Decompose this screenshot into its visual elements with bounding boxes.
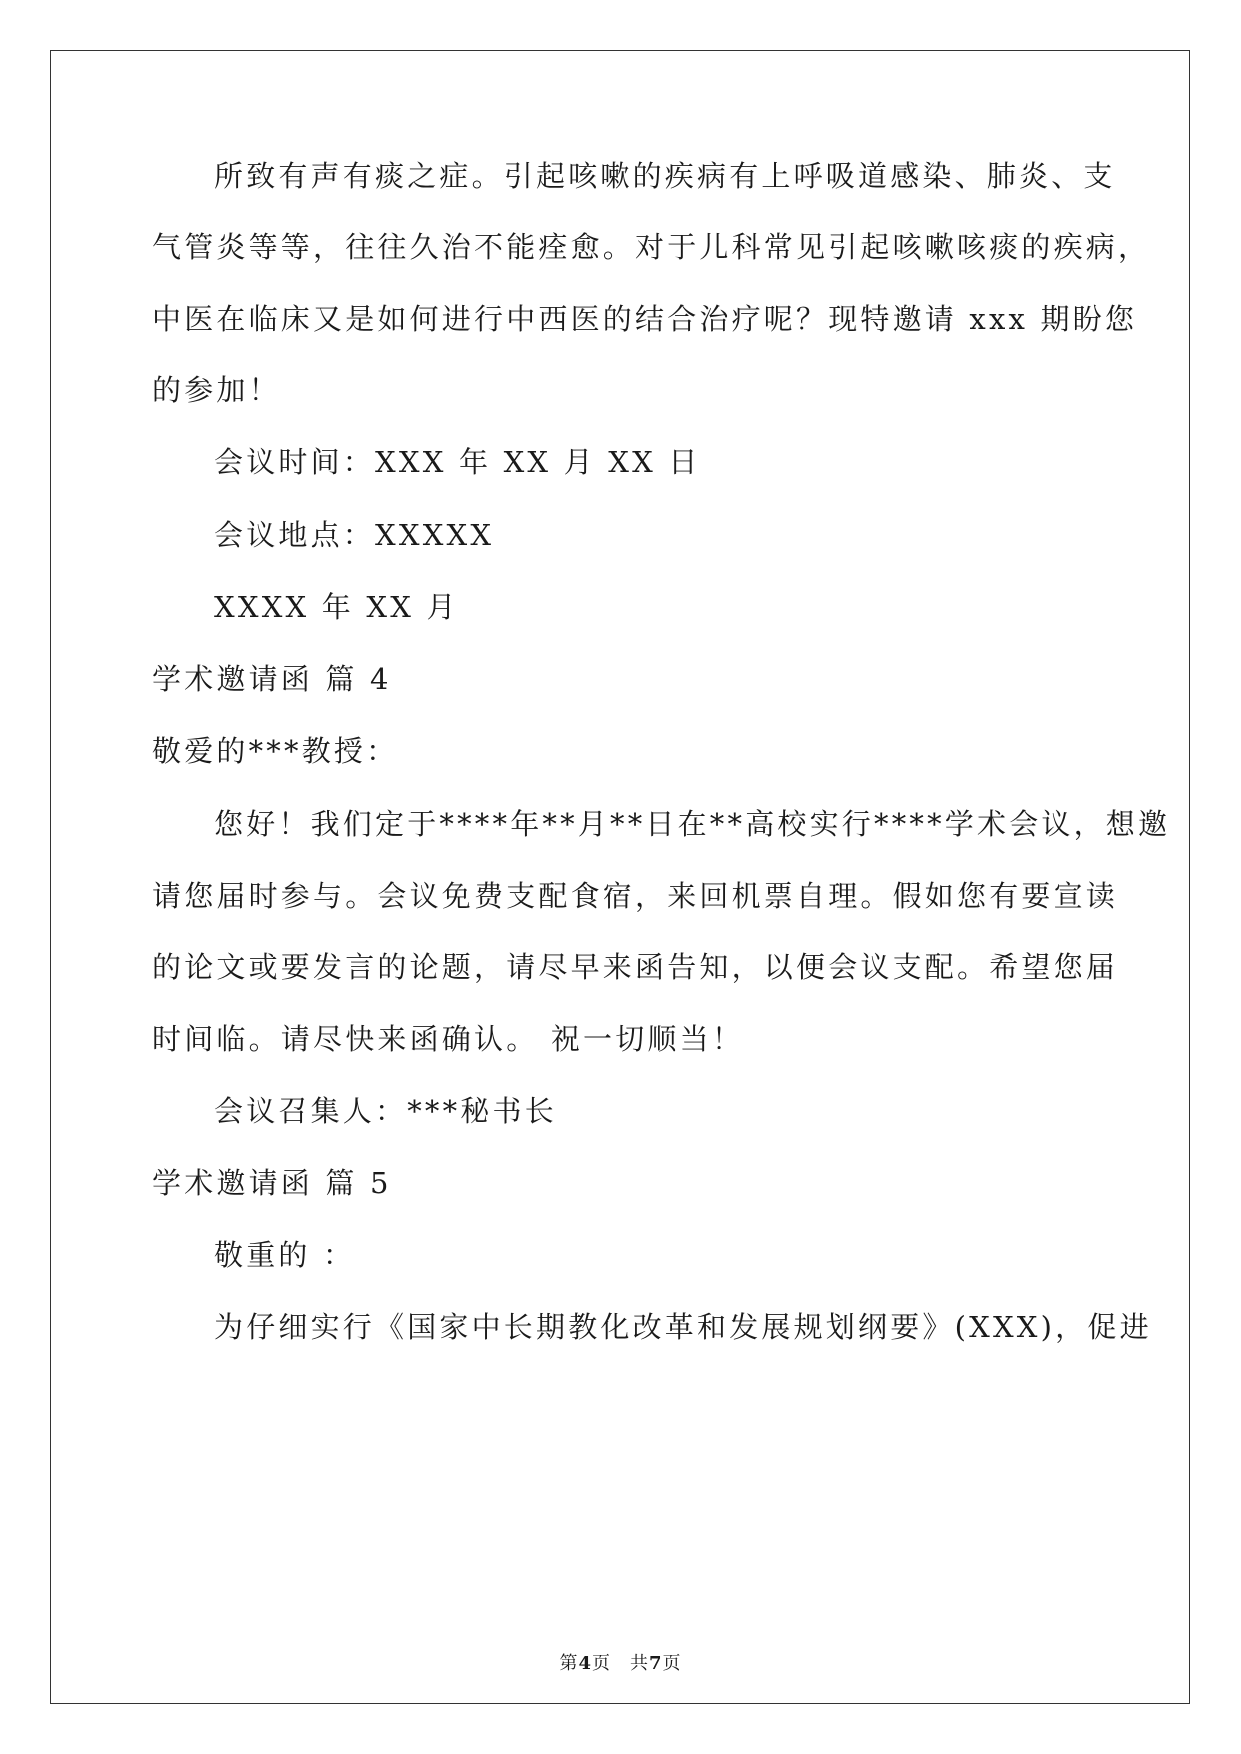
paragraph-line: 请您届时参与。会议免费支配食宿，来回机票自理。假如您有要宣读: [152, 879, 1119, 913]
section-heading: 学术邀请函 篇 5: [152, 1166, 392, 1200]
paragraph-line: 为仔细实行《国家中长期教化改革和发展规划纲要》(XXX)，促进: [214, 1310, 1152, 1344]
page-label-suffix: 页: [662, 1653, 682, 1674]
paragraph-line: 您好！我们定于****年**月**日在**高校实行****学术会议，想邀: [214, 807, 1171, 841]
paragraph-line: 所致有声有痰之症。引起咳嗽的疾病有上呼吸道感染、肺炎、支: [214, 159, 1116, 193]
paragraph-line: 的参加！: [152, 373, 281, 407]
page-label-mid: 页 共: [592, 1653, 649, 1674]
paragraph-line: 的论文或要发言的论题，请尽早来函告知，以便会议支配。希望您届: [152, 950, 1119, 984]
paragraph-line: 中医在临床又是如何进行中西医的结合治疗呢？现特邀请 xxx 期盼您: [152, 302, 1138, 336]
convener-line: 会议召集人：***秘书长: [214, 1094, 557, 1128]
meeting-location-line: 会议地点：XXXXX: [214, 518, 495, 552]
page-label-prefix: 第: [559, 1653, 579, 1674]
meeting-time-line: 会议时间：XXX 年 XX 月 XX 日: [214, 445, 701, 479]
paragraph-line: 时间临。请尽快来函确认。 祝一切顺当！: [152, 1022, 745, 1056]
salutation: 敬重的 ：: [214, 1238, 356, 1272]
page-footer: [0, 1652, 1241, 1676]
current-page-number: 4: [578, 1653, 592, 1674]
section-heading: 学术邀请函 篇 4: [152, 662, 392, 696]
paragraph-line: 气管炎等等，往往久治不能痊愈。对于儿科常见引起咳嗽咳痰的疾病，: [152, 230, 1151, 264]
salutation: 敬爱的***教授：: [152, 734, 399, 768]
total-pages-number: 7: [649, 1653, 663, 1674]
date-line: XXXX 年 XX 月: [214, 590, 459, 624]
